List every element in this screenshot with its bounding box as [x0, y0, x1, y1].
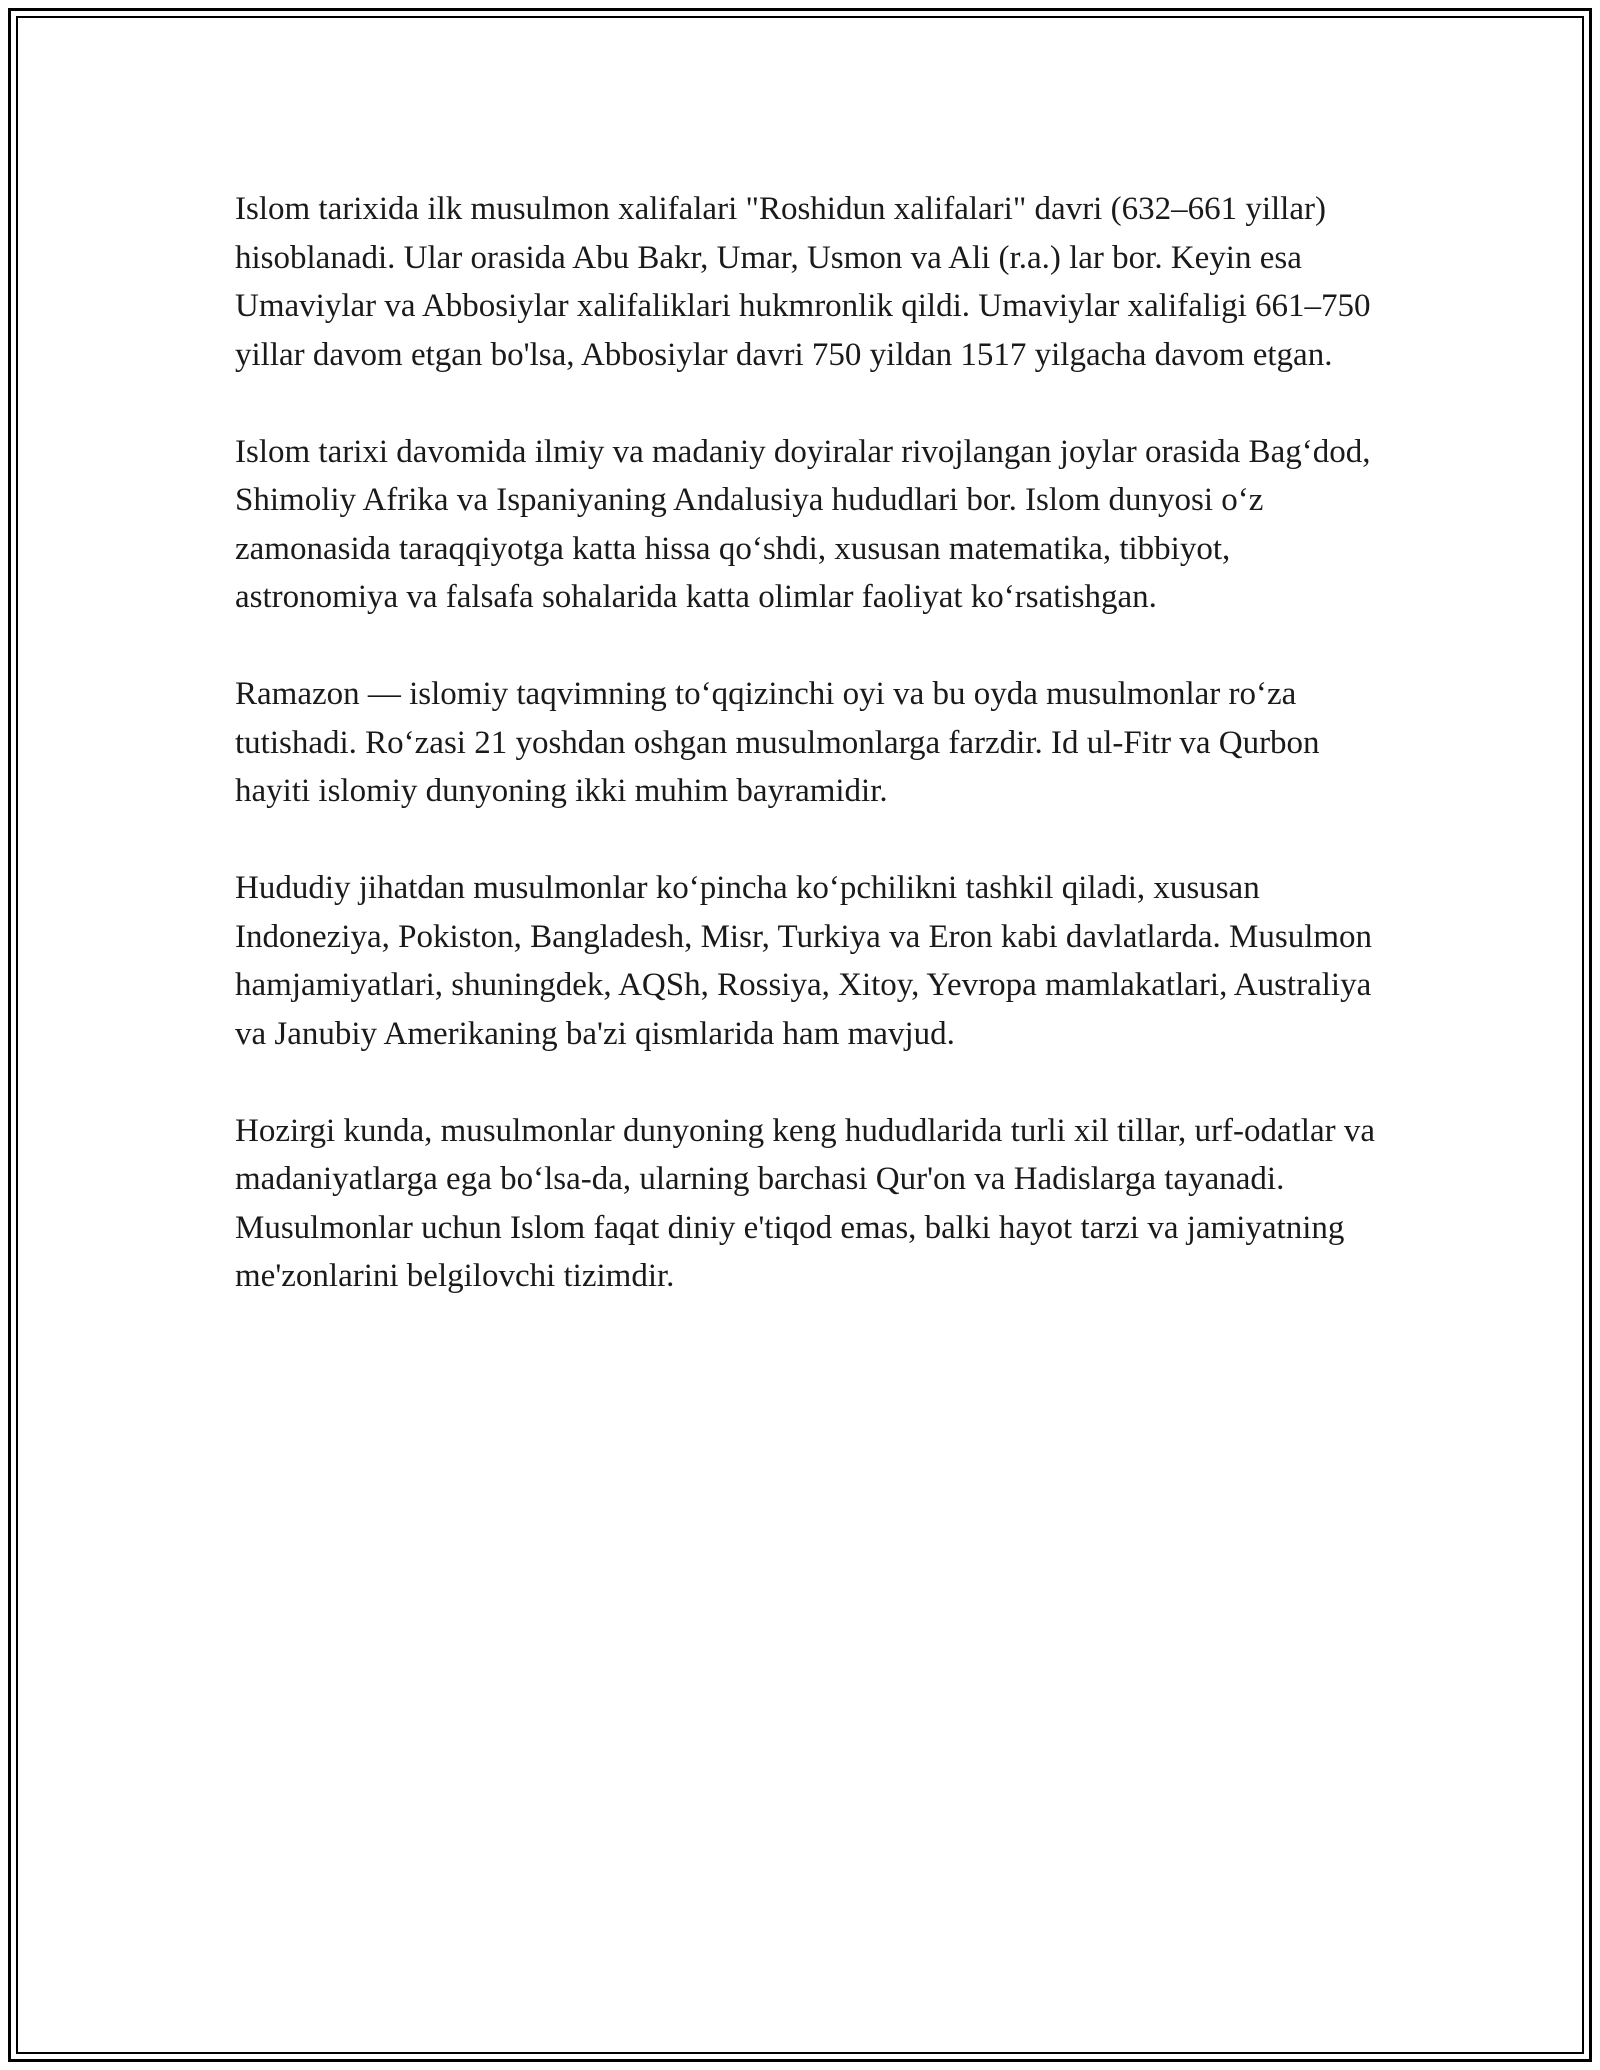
paragraph-geography: Hududiy jihatdan musulmonlar ko‘pincha ko‘pchilikni tashkil qiladi, xususan Indoneziya, Pokiston, Bangladesh, Misr, Turkiya va Eron kabi davlatlarda. Musulmon hamjamiyatlari, shuningdek, AQSh, Rossiya, Xitoy, Yevropa mamlakatlari, Australiya va Janubiy Amerikaning ba'zi qismlarida ham mavjud.: [235, 870, 1373, 1052]
paragraph-present-day: Hozirgi kunda, musulmonlar dunyoning keng hududlarida turli xil tillar, urf-odatlar va madaniyatlarga ega bo‘lsa-da, ularning barchasi Qur'on va Hadislarga tayanadi. Musulmonlar uchun Islom faqat diniy e'tiqod emas, balki hayot tarzi va jamiyatning me'zonlarini belgilovchi tizimdir.: [235, 1112, 1375, 1294]
page-frame: [8, 8, 1592, 2062]
document-body: [235, 185, 1385, 1349]
paragraph-ramadan: Ramazon — islomiy taqvimning to‘qqizinchi oyi va bu oyda musulmonlar ro‘za tutishadi. Ro‘zasi 21 yoshdan oshgan musulmonlarga farzdir. Id ul-Fitr va Qurbon hayiti islomiy dunyoning ikki muhim bayramidir.: [235, 676, 1320, 809]
paragraph-caliphates: Islom tarixida ilk musulmon xalifalari "Roshidun xalifalari" davri (632–661 yillar) hisoblanadi. Ular orasida Abu Bakr, Umar, Usmon va Ali (r.a.) lar bor. Keyin esa Umaviylar va Abbosiylar xalifaliklari hukmronlik qildi. Umaviylar xalifaligi 661–750 yillar davom etgan bo'lsa, Abbosiylar davri 750 yildan 1517 yilgacha davom etgan.: [235, 191, 1371, 373]
paragraph-science-culture: Islom tarixi davomida ilmiy va madaniy doyiralar rivojlangan joylar orasida Bag‘dod, Shimoliy Afrika va Ispaniyaning Andalusiya hududlari bor. Islom dunyosi o‘z zamonasida taraqqiyotga katta hissa qo‘shdi, xususan matematika, tibbiyot, astronomiya va falsafa sohalarida katta olimlar faoliyat ko‘rsatishgan.: [235, 433, 1371, 615]
